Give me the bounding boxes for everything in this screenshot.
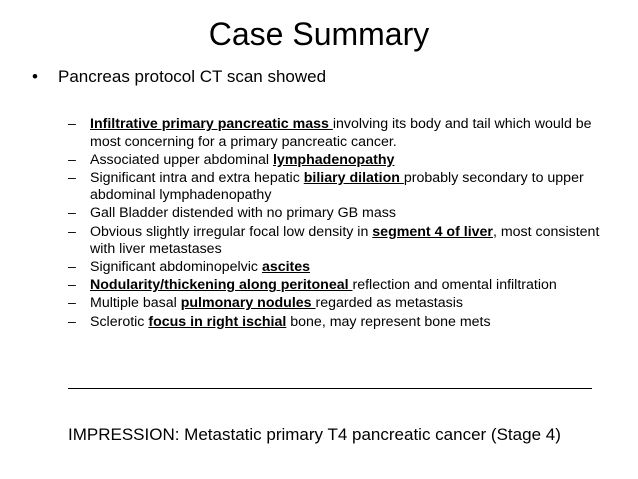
divider-line (68, 388, 592, 389)
finding-highlight: pulmonary nodules (180, 295, 316, 312)
dash-marker: – (68, 277, 76, 294)
finding-highlight: ascites (261, 259, 311, 276)
dash-marker: – (68, 223, 76, 240)
dash-marker: – (68, 169, 76, 186)
impression-text: IMPRESSION: Metastatic primary T4 pancreatic cancer (Stage 4) (68, 425, 561, 444)
finding-highlight: segment 4 of liver (372, 223, 493, 240)
findings-list (68, 116, 608, 332)
finding-highlight: Nodularity/thickening along peritoneal (90, 277, 353, 294)
dash-marker: – (68, 259, 76, 276)
slide-title: Case Summary (208, 16, 430, 52)
dash-marker: – (68, 295, 76, 312)
finding-item (68, 277, 608, 295)
finding-item (68, 295, 608, 313)
finding-item (68, 170, 608, 205)
finding-item (68, 314, 608, 332)
finding-pre: Multiple basal (90, 295, 181, 312)
main-bullet (32, 66, 326, 88)
finding-highlight: lymphadenopathy (272, 151, 395, 168)
finding-item (68, 152, 608, 170)
dash-marker: – (68, 151, 76, 168)
dash-marker: – (68, 116, 76, 132)
finding-item (68, 116, 608, 151)
dash-marker: – (68, 205, 76, 222)
finding-post: reflection and omental infiltration (352, 277, 557, 294)
finding-pre: Associated upper abdominal (90, 151, 273, 168)
finding-pre: Obvious slightly irregular focal low density in (90, 223, 373, 240)
finding-highlight: biliary dilation (303, 169, 404, 186)
finding-highlight: focus in right ischial (148, 313, 287, 330)
bullet-marker: • (32, 67, 38, 86)
finding-pre: Significant intra and extra hepatic (90, 169, 304, 186)
dash-marker: – (68, 313, 76, 330)
finding-post: bone, may represent bone mets (286, 313, 491, 330)
finding-pre: Gall Bladder distended with no primary GB mass (90, 205, 396, 222)
finding-post: probably secondary to upper abdominal lymphadenopathy (90, 169, 584, 204)
finding-post: involving its body and tail which would be most concerning for a primary pancreatic cancer. (90, 116, 592, 150)
main-bullet-text: Pancreas protocol CT scan showed (58, 67, 327, 86)
finding-highlight: Infiltrative primary pancreatic mass (90, 116, 333, 132)
finding-pre: Sclerotic (90, 313, 149, 330)
finding-pre: Significant abdominopelvic (90, 259, 262, 276)
finding-post: , most consistent with liver metastases (90, 223, 600, 258)
finding-item (68, 224, 608, 259)
finding-item (68, 259, 608, 277)
finding-post: regarded as metastasis (315, 295, 463, 312)
finding-item (68, 205, 608, 223)
